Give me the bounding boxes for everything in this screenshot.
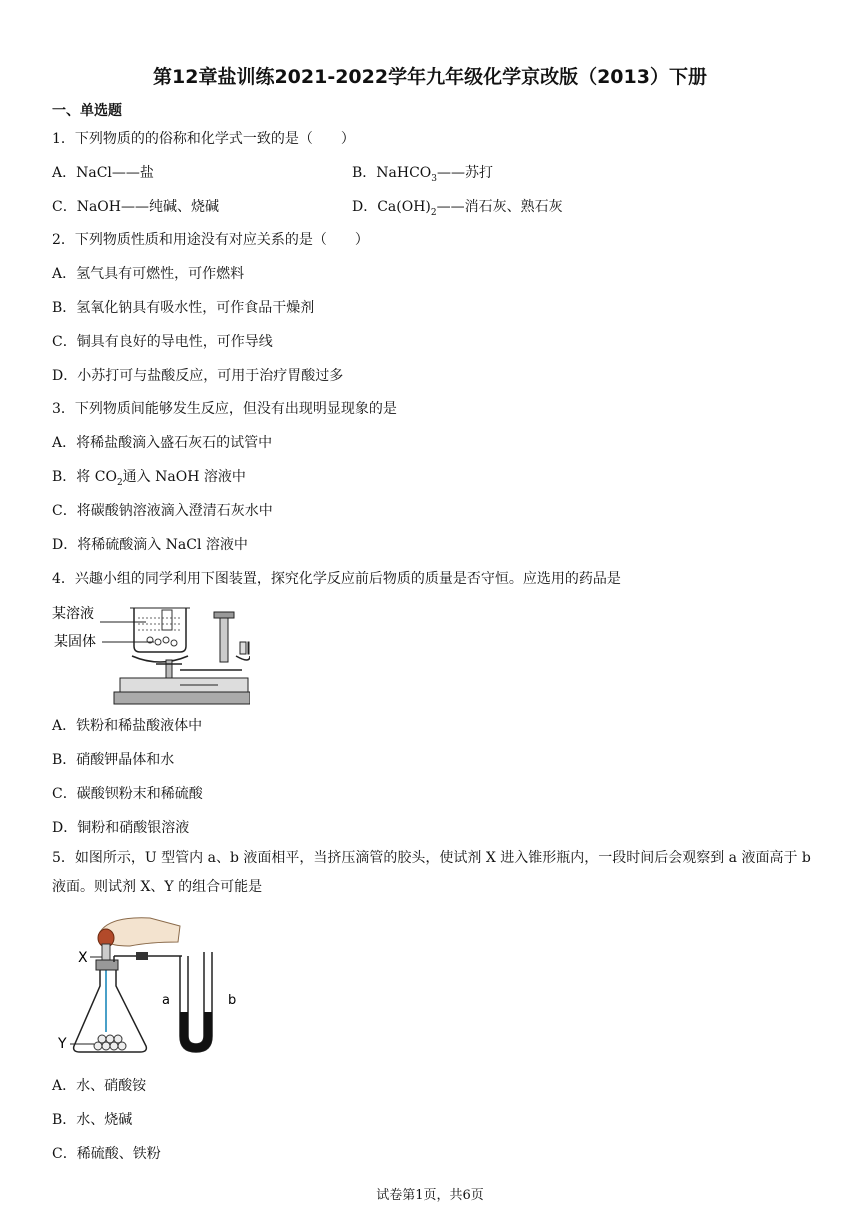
q2-option-a: A．氢气具有可燃性，可作燃料 [52,266,245,282]
q1-stem: 1．下列物质的的俗称和化学式一致的是（ ） [52,131,355,147]
q2-stem: 2．下列物质性质和用途没有对应关系的是（ ） [52,232,369,248]
section-heading: 一、单选题 [52,103,122,119]
q2-option-d: D．小苏打可与盐酸反应，可用于治疗胃酸过多 [52,368,344,384]
q1-option-a: A．NaCl——盐 [52,165,154,181]
q3-option-b: B．将 $CO_2$通入 NaOH 溶液中 [52,469,246,488]
q4-option-c: C．碳酸钡粉末和稀硫酸 [52,786,203,802]
q3-stem: 3．下列物质间能够发生反应，但没有出现明显现象的是 [52,401,397,417]
q5-option-c: C．稀硫酸、铁粉 [52,1146,161,1162]
q4-option-d: D．铜粉和硝酸银溶液 [52,820,190,836]
q1-option-d: D．$Ca(OH)_2——$消石灰、熟石灰 [352,199,563,218]
fig-label-y: Y [58,1036,67,1052]
balance-figure [50,598,250,708]
fig-label-x: X [78,950,88,966]
fig-label-solution: 某溶液 [52,606,94,622]
flask-u-tube-figure [50,912,260,1062]
fig-label-solid: 某固体 [54,634,96,650]
q5-stem: 5．如图所示，U 型管内 a、b 液面相平，当挤压滴管的胶头，使试剂 X 进入锥形瓶内，一段时间后会观察到 a 液面高于 b 液面。则试剂 X、Y 的组合可能是 [52,850,811,895]
q3-option-c: C．将碳酸钠溶液滴入澄清石灰水中 [52,503,273,519]
q2-option-c: C．铜具有良好的导电性，可作导线 [52,334,273,350]
q1-option-b: B．NaHCO$_3$——苏打 [352,165,494,184]
q3-option-d: D．将稀硫酸滴入 NaCl 溶液中 [52,537,248,553]
page-title: 第12章盐训练2021-2022学年九年级化学京改版（2013）下册 [153,66,707,88]
q4-stem: 4．兴趣小组的同学利用下图装置，探究化学反应前后物质的质量是否守恒。应选用的药品是 [52,571,621,587]
q4-option-a: A．铁粉和稀盐酸液体中 [52,718,203,734]
q1-option-c: C．NaOH——纯碱、烧碱 [52,199,219,215]
fig-label-a: a [162,993,170,1008]
q5-option-a: A．水、硝酸铵 [52,1078,147,1094]
q5-option-b: B．水、烧碱 [52,1112,133,1128]
q3-option-a: A．将稀盐酸滴入盛石灰石的试管中 [52,435,273,451]
page-footer: 试卷第1页，共6页 [376,1188,484,1203]
q2-option-b: B．氢氧化钠具有吸水性，可作食品干燥剂 [52,300,315,316]
fig-label-b: b [228,993,237,1008]
q4-option-b: B．硝酸钾晶体和水 [52,752,175,768]
